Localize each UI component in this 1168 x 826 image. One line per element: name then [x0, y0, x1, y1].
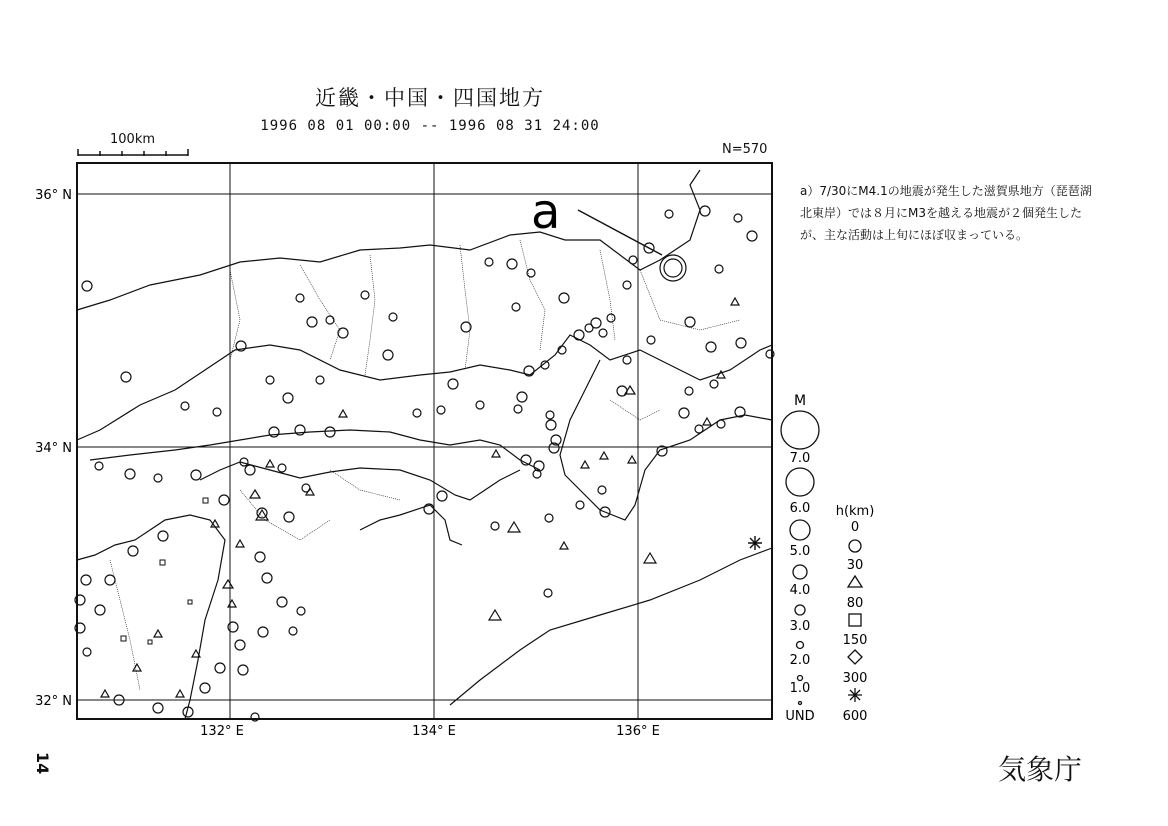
marker-leader-line [578, 210, 662, 255]
magnitude-symbol-7 [781, 411, 819, 449]
depth-label: 300 [842, 671, 868, 686]
magnitude-label: 1.0 [789, 681, 811, 696]
scale-bar-label: 100km [110, 132, 156, 147]
depth-legend [836, 504, 875, 724]
magnitude-symbol-2 [797, 642, 804, 649]
depth-symbol-circle [849, 540, 861, 552]
magnitude-symbol-6 [786, 468, 814, 496]
lon-label-134: 134° E [412, 724, 456, 739]
epicenters-shallow [75, 206, 774, 721]
depth-label: 30 [846, 558, 864, 573]
period-range: 1996 08 01 00:00 -- 1996 08 31 24:00 [260, 118, 600, 134]
magnitude-symbol-5 [790, 520, 810, 540]
depth-label: 80 [846, 596, 864, 611]
magnitude-label: 6.0 [789, 501, 811, 516]
magnitude-legend-title: M [793, 393, 807, 409]
agency-name: 気象庁 [998, 753, 1083, 786]
lat-label-32: 32° N [35, 694, 72, 709]
depth-label: 150 [842, 633, 868, 648]
scale-bar [78, 149, 188, 156]
event-count: N=570 [722, 142, 768, 157]
magnitude-label: 5.0 [789, 544, 811, 559]
magnitude-label: 3.0 [789, 619, 811, 634]
depth-legend-title: h(km) [835, 504, 875, 519]
depth-symbol-triangle [848, 576, 862, 587]
magnitude-symbol-1 [798, 676, 803, 681]
magnitude-label: 7.0 [789, 451, 811, 466]
depth-symbol-diamond [848, 650, 862, 664]
page-number: 14 [33, 752, 52, 775]
epicenters-deep [121, 498, 762, 644]
magnitude-label: 4.0 [789, 583, 811, 598]
depth-label: 600 [842, 709, 868, 724]
magnitude-symbol-3 [795, 605, 805, 615]
lon-label-132: 132° E [200, 724, 244, 739]
magnitude-legend [781, 393, 819, 724]
marker-letter-a: a [531, 184, 561, 240]
map-title: 近畿・中国・四国地方 [315, 86, 545, 110]
coastline [77, 170, 772, 719]
epicenters-intermediate [101, 298, 739, 697]
lat-label-36: 36° N [35, 188, 72, 203]
lon-label-136: 136° E [616, 724, 660, 739]
depth-label: 0 [850, 520, 860, 535]
magnitude-symbol-und [799, 702, 802, 705]
magnitude-label: UND [785, 709, 815, 724]
magnitude-label: 2.0 [789, 653, 811, 668]
lat-label-34: 34° N [35, 441, 72, 456]
annotation-text: a）7/30にM4.1の地震が発生した滋賀県地方（琵琶湖北東岸）では８月にM3を越える地震が２個発生したが、主な活動は上旬にほぼ収まっている。 [800, 184, 1092, 242]
depth-symbol-square [849, 614, 861, 626]
depth-symbol-star [848, 688, 862, 702]
magnitude-symbol-4 [793, 565, 807, 579]
